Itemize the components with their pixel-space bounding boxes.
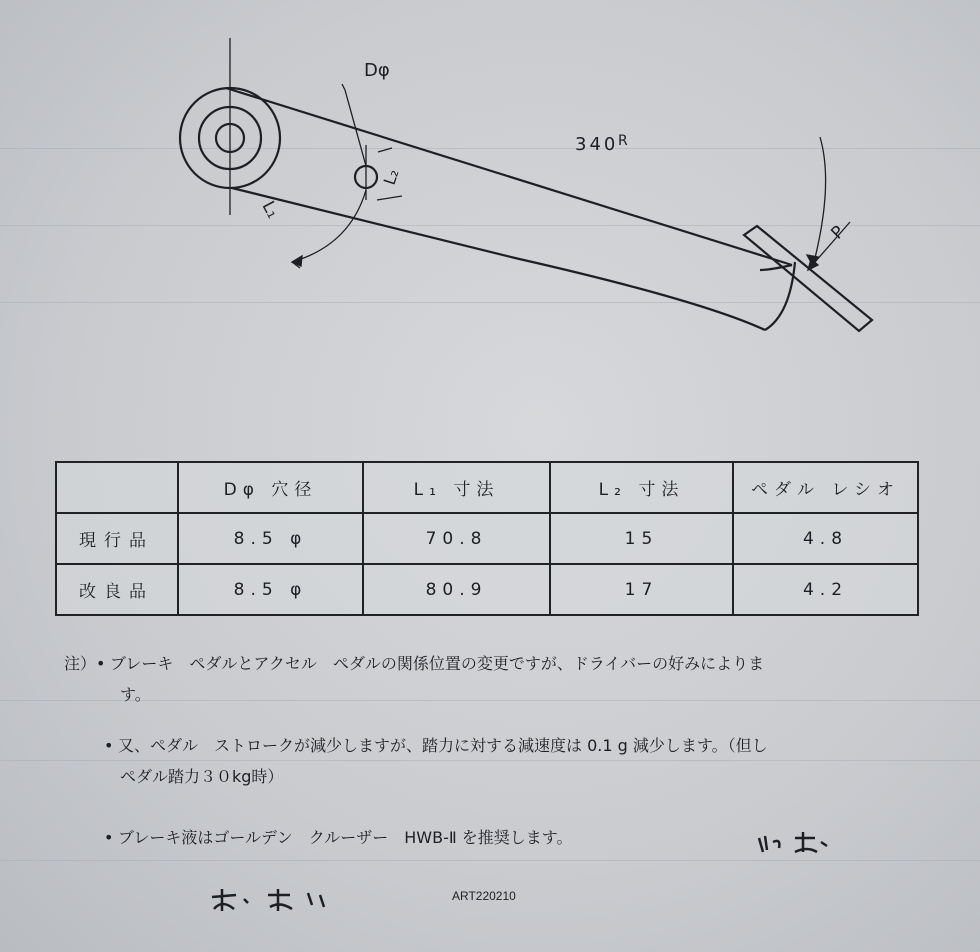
cell-l1: 70.8: [363, 513, 550, 564]
note-1-continued: す。: [120, 685, 151, 704]
label-l1: L₁: [257, 197, 283, 222]
table-row: [56, 564, 918, 615]
label-d-diameter: Dφ: [364, 60, 390, 81]
label-radius-value: 340: [575, 134, 619, 155]
arm-pad-bend-upper: [760, 265, 792, 270]
bullet-icon: •: [104, 736, 114, 755]
document-code: ART220210: [452, 889, 516, 903]
radius-arc: [813, 137, 826, 266]
bullet-icon: •: [96, 654, 106, 673]
row-label-current: 現行品: [56, 513, 178, 564]
l1-arrow: [292, 256, 302, 266]
l1-arc: [292, 190, 366, 262]
header-l2: L₂ 寸法: [550, 462, 733, 513]
cell-l2: 15: [550, 513, 733, 564]
note-1-text: ブレーキ ペダルとアクセル ペダルの関係位置の変更ですが、ドライバーの好みによりま: [110, 654, 765, 673]
table-row: [56, 513, 918, 564]
cell-pedal-ratio: 4.2: [733, 564, 918, 615]
bullet-icon: •: [104, 828, 114, 847]
note-2-text: 又、ペダル ストロークが減少しますが、踏力に対する減速度は 0.1 g 減少します。（但し: [118, 736, 768, 755]
cell-l1: 80.9: [363, 564, 550, 615]
note-1: [64, 648, 764, 679]
note-2-continued: ペダル踏力３０kg時）: [120, 767, 284, 786]
note-3: [104, 822, 573, 853]
label-p: P: [827, 222, 849, 244]
notes-prefix: 注）: [64, 654, 97, 673]
l2-leader-b: [377, 196, 402, 200]
handwritten-signature-right: [755, 828, 835, 858]
note-3-text: ブレーキ液はゴールデン クルーザー HWB-Ⅱ を推奨します。: [118, 828, 573, 847]
header-hole-diameter: Dφ 穴径: [178, 462, 363, 513]
label-l2: L₂: [379, 166, 403, 188]
d-leader: [345, 90, 366, 166]
row-label-improved: 改良品: [56, 564, 178, 615]
note-2: [104, 730, 768, 761]
pedal-arm-outline: [180, 88, 872, 331]
brake-pedal-diagram: [0, 0, 980, 460]
cell-pedal-ratio: 4.8: [733, 513, 918, 564]
table-header-row: [56, 462, 918, 513]
handwritten-signature-left: [208, 885, 338, 915]
cell-hole-diameter: 8.5 φ: [178, 513, 363, 564]
l2-leader-a: [378, 148, 392, 152]
bleed-through-rule: [0, 860, 980, 861]
label-radius-suffix: R: [618, 133, 628, 149]
header-pedal-ratio: ペダル レシオ: [733, 462, 918, 513]
spec-table: [55, 461, 919, 616]
header-l1: L₁ 寸法: [363, 462, 550, 513]
d-leader-tick: [342, 84, 345, 90]
dimension-lines: [230, 38, 850, 270]
cell-l2: 17: [550, 564, 733, 615]
arm-upper-edge: [226, 88, 792, 265]
pedal-pad: [744, 226, 872, 331]
arm-pad-bend: [765, 262, 795, 330]
arm-lower-edge: [232, 188, 765, 330]
cell-hole-diameter: 8.5 φ: [178, 564, 363, 615]
header-blank: [56, 462, 178, 513]
